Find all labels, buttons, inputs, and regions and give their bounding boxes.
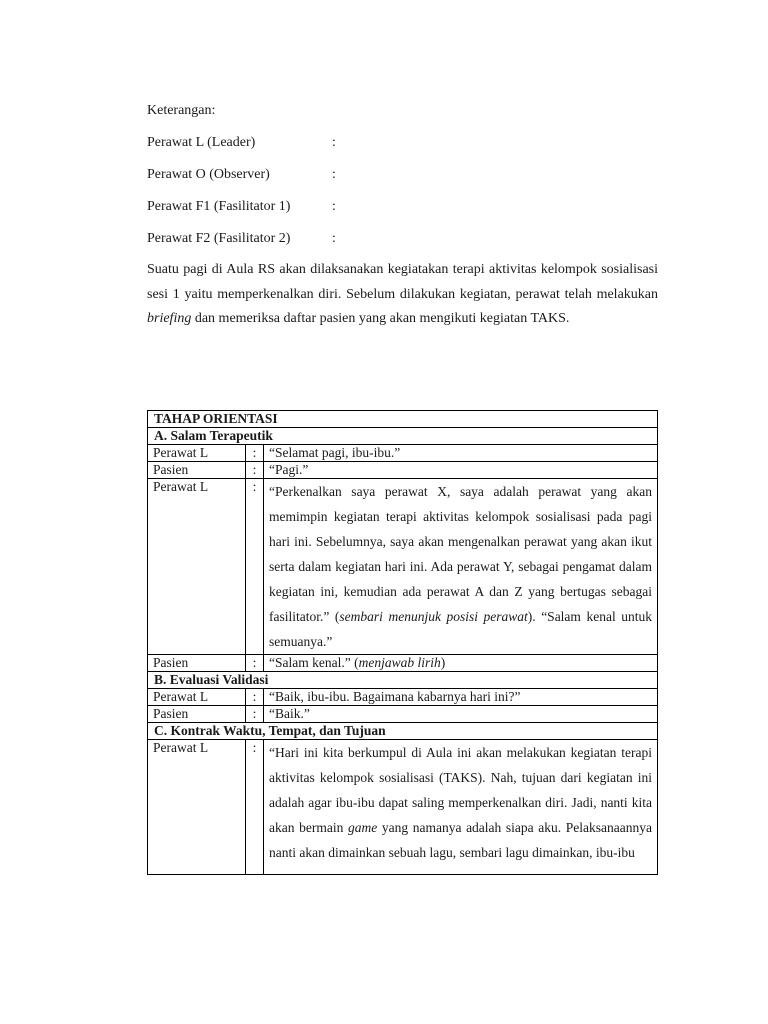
role-fasilitator-2: Perawat F2 (Fasilitator 2): [147, 231, 291, 246]
table-title: TAHAP ORIENTASI: [148, 411, 658, 428]
role-fasilitator-1-colon: :: [332, 199, 336, 214]
dialogue-stage-direction: sembari menunjuk posisi perawat: [339, 609, 528, 624]
dialogue-text: “Hari ini kita berkumpul di Aula ini akan melakukan kegiatan terapi aktivitas kelompok sosialisasi (TAKS). Nah, tujuan dari kegiatan ini adalah agar ibu-ibu dapat saling memperkenalkan diri. Jadi, nanti kita akan bermain: [269, 745, 652, 835]
intro-text-1: Suatu pagi di Aula RS akan dilaksanakan kegiatakan terapi aktivitas kelompok sosialisasi sesi 1 yaitu memperkenalkan diri. Sebelum dilakukan kegiatan, perawat telah melakukan: [147, 262, 658, 302]
table-row: [148, 479, 658, 655]
dialogue-cell: “Baik.”: [264, 706, 658, 723]
intro-paragraph: [147, 258, 658, 332]
intro-text-2: dan memeriksa daftar pasien yang akan mengikuti kegiatan TAKS.: [191, 311, 570, 326]
section-heading-c: C. Kontrak Waktu, Tempat, dan Tujuan: [148, 723, 658, 740]
section-heading-b: B. Evaluasi Validasi: [148, 672, 658, 689]
intro-emphasis: briefing: [147, 311, 192, 326]
orientation-table: [147, 410, 658, 875]
dialogue-cell: “Baik, ibu-ibu. Bagaimana kabarnya hari ini?”: [264, 689, 658, 706]
role-leader-colon: :: [332, 135, 336, 150]
colon-cell: :: [246, 740, 264, 875]
role-observer: Perawat O (Observer): [147, 167, 270, 182]
colon-cell: :: [246, 445, 264, 462]
role-fasilitator-2-colon: :: [332, 231, 336, 246]
dialogue-text: “Perkenalkan saya perawat X, saya adalah perawat yang akan memimpin kegiatan terapi aktivitas kelompok sosialisasi pada pagi hari ini. Sebelumnya, saya akan mengenalkan perawat yang akan ikut serta dalam kegiatan hari ini. Ada perawat Y, sebagai pengamat dalam kegiatan ini, kemudian ada perawat A dan Z yang bertugas sebagai fasilitator.” (: [269, 484, 652, 624]
role-observer-colon: :: [332, 167, 336, 182]
dialogue-cell: [264, 655, 658, 672]
keterangan-label: Keterangan:: [147, 103, 216, 118]
speaker-cell: Pasien: [148, 462, 246, 479]
dialogue-emphasis: game: [347, 820, 378, 835]
colon-cell: :: [246, 655, 264, 672]
dialogue-text: “Salam kenal.” (: [269, 655, 359, 670]
speaker-cell: Pasien: [148, 655, 246, 672]
speaker-cell: Perawat L: [148, 445, 246, 462]
dialogue-cell: [264, 740, 658, 875]
colon-cell: :: [246, 462, 264, 479]
dialogue-text: ): [440, 655, 446, 670]
dialogue-stage-direction: menjawab lirih: [358, 655, 441, 670]
dialogue-text-clip: [269, 740, 652, 874]
section-heading-a: A. Salam Terapeutik: [148, 428, 658, 445]
speaker-cell: Pasien: [148, 706, 246, 723]
role-leader: Perawat L (Leader): [147, 135, 256, 150]
dialogue-text: ). “Salam kenal untuk semuanya.”: [269, 609, 652, 649]
dialogue-cell: [264, 479, 658, 655]
colon-cell: :: [246, 689, 264, 706]
speaker-cell: Perawat L: [148, 740, 246, 875]
dialogue-cell: “Selamat pagi, ibu-ibu.”: [264, 445, 658, 462]
table-row: [148, 740, 658, 875]
colon-cell: :: [246, 479, 264, 655]
table-row: [148, 706, 658, 723]
dialogue-text: yang namanya adalah siapa aku. Pelaksanaannya nanti akan dimainkan sebuah lagu, sembari lagu dimainkan, ibu-ibu: [269, 820, 652, 860]
table-row: [148, 655, 658, 672]
role-fasilitator-1: Perawat F1 (Fasilitator 1): [147, 199, 291, 214]
table-row: [148, 462, 658, 479]
table-row: [148, 445, 658, 462]
speaker-cell: Perawat L: [148, 479, 246, 655]
colon-cell: :: [246, 706, 264, 723]
table-row: [148, 689, 658, 706]
speaker-cell: Perawat L: [148, 689, 246, 706]
dialogue-cell: “Pagi.”: [264, 462, 658, 479]
